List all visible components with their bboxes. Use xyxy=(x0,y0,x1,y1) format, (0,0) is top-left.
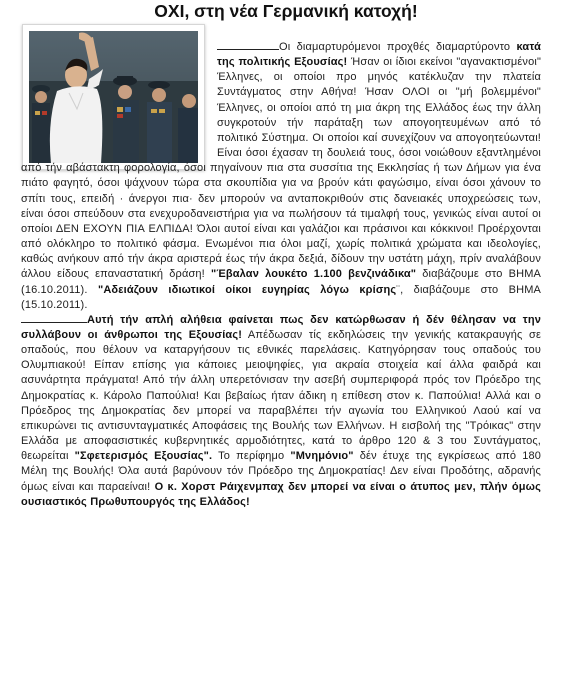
text-run: ¨, διαβάζουμε στο ΒΗΜΑ (15.10.2011). xyxy=(21,283,541,311)
text-run: Το περίφημο xyxy=(212,450,291,463)
bold-run: "Σφετερισμός Εξουσίας". xyxy=(74,450,213,463)
bold-run: "Μνημόνιο" xyxy=(290,450,354,463)
headline-quote-2: "Αδειάζουν ιδιωτικοί οίκοι ευγηρίας λόγω κρίσης xyxy=(97,283,397,296)
text-run: Ήσαν οι ίδιοι εκείνοι "αγανακτισμένοι" Έλληνες, οι οποίοι προ μηνός κατέκλυζαν την πλατεία Συντάγματος στην Αθήνα! Ήσαν ΟΛΟΙ οι "μή βολεμμένοι" Έλληνες, οι οποίοι από τη μια άκρη της Ελλάδος έως την άλλη συγκροτούν τήν παράταξη των απογοητευμένων από τό πολιτικό Σύστημα. Οι οποίοι καί συνεχίζουν να απογοητεύωνται! Είναι όσοι έχασαν τη δουλειά τους, όσοι νοιώθουν εξαντλημένοι από τήν αβάστακτη φορολογία, όσοι πηγαίνουν πια στα συσσίτια της Εκκλησίας ή των Δήμων για ένα πιάτο φαγητό, όσοι ψάχνουν τώρα στα σκουπίδια για να βρούν κάτι φαγώσιμο, είναι όσοι χάνουν το σπίτι τους, επειδή · άνεργοι πια· δεν μπορούν να ανταποκριθούν στις δανειακές υποχρεώσεις των, είναι όσοι σπεύδουν στα ενεχυροδανειστήρια για να πωλήσουν τά τιμαλφή τους, γενικώς είναι αυτοί οι οποίοι ΔΕΝ ΕΧΟΥΝ ΠΙΑ ΕΛΠΙΔΑ! Όλοι αυτοί είναι και γαλάζιοι και πράσινοι και κόκκινοι! Προέρχονται από ολόκληρο το πολιτικό φάσμα. Ενωμένοι πια όλοι μαζί, χωρίς πολιτικά χρώματα και ιδεολογίες, καθώς ανήκουν από τήν άκρα αριστερά έως τήν άκρα δεξιά, δίδουν την υστάτη μάχη, πρίν αναλάβουν άλλου είδους επαναστατική δράση! xyxy=(21,56,541,281)
photo-spacer xyxy=(21,40,217,161)
text-run: Απέδωσαν τίς εκδηλώσεις την γενικής κατακραυγής σε οπαδούς, που θέλουν να καταργήσουν τις εθνικές παρελάσεις. Κατηγόρησαν τους οπαδούς του Ολυμπιακού! Είπαν επίσης για κάποιες μειοψηφίες, για ακραία στοιχεία καί άλλα φαιδρά και ασυνάρτητα πράγματα! Από τήν άλλη υπερετόνισαν την ασεβή συμπεριφορά πρός τον Πρόεδρο της Δημοκρατίας κ. Κάρολο Παπούλια! Και βεβαίως ήταν άδικη η επίθεση στον κ. Παπούλια! Αλλά και ο Πρόεδρος της Δημοκρατίας δεν μπορεί να παραβλέπει τήν αγωνία του Ελληνικού Λαού καί να επικυρώνει τις αντισυνταγματικές Αποφάσεις της Βουλής των Ελλήνων. Η εισβολή της "Τρόικας" στην Ελλάδα με αποφασιστικές κυβερνητικές αρμοδιότητες, κατά το άρθρο 120 & 3 του Συντάγματος, θεωρείται xyxy=(21,328,542,463)
bold-run: Αυτή τήν απλή αλήθεια φαίνεται πως δεν κατώρθωσαν ή δέν θέλησαν να την συλλάβουν οι άνθρωποι της Εξουσίας! xyxy=(21,313,541,341)
text-run: δέν έτυχε της εγκρίσεως από 180 Μέλη της Βουλής! Όλα αυτά βαρύνουν τόν Πρόεδρο της Δημοκρατίας! Δεν είναι Προδότης, αδρανής όμως είναι και παραείναι! xyxy=(21,450,542,493)
text-run: Οι διαμαρτυρόμενοι προχθές διαμαρτύροντο xyxy=(279,41,517,53)
article-body xyxy=(21,40,541,510)
text-run: διαβάζουμε στο ΒΗΜΑ (16.10.2011). xyxy=(21,268,542,296)
article-paragraph-2 xyxy=(21,313,541,510)
blank-line xyxy=(21,313,87,323)
bold-run: κατά της πολιτικής Εξουσίας! xyxy=(217,41,541,69)
headline-quote-1: "Έβαλαν λουκέτο 1.100 βενζινάδικα" xyxy=(210,268,417,281)
bold-run: Ο κ. Χορστ Ράιχενμπαχ δεν μπορεί να είναι ο άτυπος μεν, πλήν όμως ουσιαστικός Πρωθυπουργός της Ελλάδος! xyxy=(21,480,541,508)
article-title: ΟΧΙ, στη νέα Γερμανική κατοχή! xyxy=(154,1,418,21)
blank-line xyxy=(217,40,279,50)
